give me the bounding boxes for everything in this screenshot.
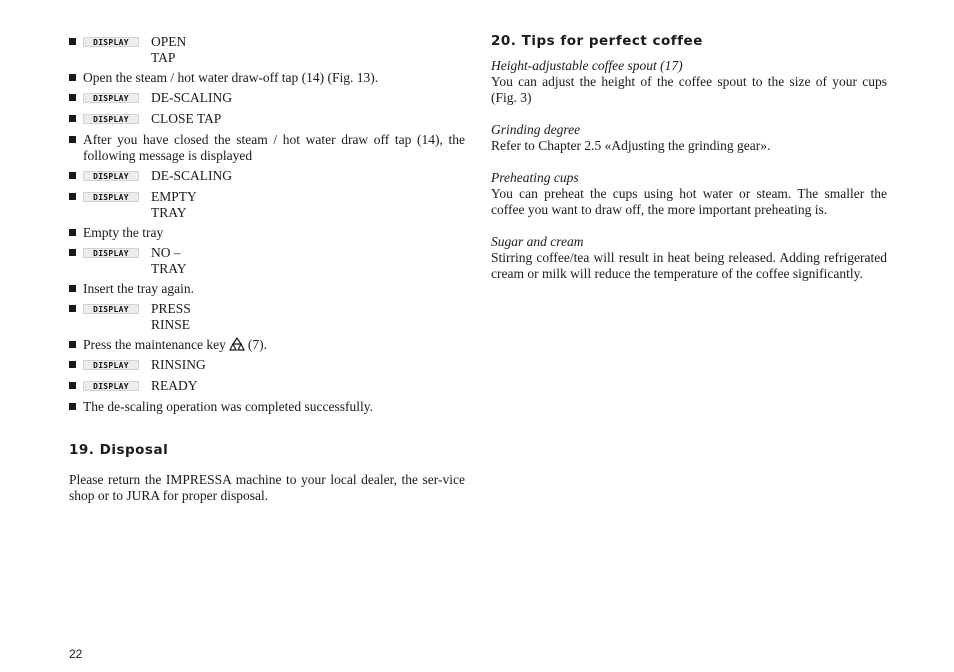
left-column: [69, 34, 465, 504]
display-message-item: [69, 168, 465, 185]
svg-text:DISPLAY: DISPLAY: [93, 115, 129, 124]
display-message-line: OPEN: [151, 34, 187, 49]
svg-text:DISPLAY: DISPLAY: [93, 305, 129, 314]
svg-text:DISPLAY: DISPLAY: [93, 38, 129, 47]
display-message-text: [151, 378, 198, 394]
svg-text:DISPLAY: DISPLAY: [93, 249, 129, 258]
display-message-item: [69, 34, 465, 66]
display-message-text: [151, 189, 197, 221]
display-message-line: PRESS: [151, 301, 191, 316]
svg-text:DISPLAY: DISPLAY: [93, 361, 129, 370]
svg-text:DISPLAY: DISPLAY: [93, 94, 129, 103]
disposal-text: Please return the IMPRESSA machine to your local dealer, the ser-vice shop or to JURA for proper disposal.: [69, 472, 465, 503]
display-message-line: RINSING: [151, 357, 206, 372]
tip-text: Stirring coffee/tea will result in heat being released. Adding refrigerated cream or milk will reduce the temperature of the coffee significantly.: [491, 250, 887, 281]
display-message-text: [151, 357, 206, 373]
display-message-item: [69, 90, 465, 107]
display-lcd-icon: [83, 34, 151, 51]
right-column: [491, 32, 887, 298]
display-message-text: [151, 111, 221, 127]
display-message-line: EMPTY: [151, 189, 197, 204]
svg-text:DISPLAY: DISPLAY: [93, 172, 129, 181]
display-message-text: [151, 34, 186, 66]
display-message-line: TAP: [151, 50, 176, 65]
display-message-item: [69, 245, 465, 277]
tip-text: You can adjust the height of the coffee spout to the size of your cups (Fig. 3): [491, 74, 887, 105]
display-message-text: [151, 90, 232, 106]
svg-text:DISPLAY: DISPLAY: [93, 193, 129, 202]
section-heading-disposal: 19. Disposal: [69, 442, 169, 458]
instruction-text: Press the maintenance key: [83, 337, 226, 352]
display-lcd-icon: [83, 168, 151, 185]
tip-block: [491, 234, 887, 282]
descaling-steps-list: [69, 34, 465, 415]
display-message-item: [69, 301, 465, 333]
svg-text:DISPLAY: DISPLAY: [93, 382, 129, 391]
display-message-item: [69, 378, 465, 395]
tip-title: Grinding degree: [491, 122, 581, 137]
display-message-item: [69, 357, 465, 374]
display-message-text: [151, 168, 232, 184]
display-lcd-icon: [83, 301, 151, 318]
maintenance-key-icon: [226, 337, 248, 352]
tip-text: Refer to Chapter 2.5 «Adjusting the grinding gear».: [491, 138, 771, 153]
tip-title: Height-adjustable coffee spout (17): [491, 58, 683, 73]
display-message-item: [69, 111, 465, 128]
display-message-line: TRAY: [151, 205, 187, 220]
instruction-item: Open the steam / hot water draw-off tap (14) (Fig. 13).: [69, 70, 465, 86]
tip-block: [491, 58, 887, 106]
tip-title: Sugar and cream: [491, 234, 584, 249]
display-message-line: NO –: [151, 245, 181, 260]
instruction-text: (7).: [247, 337, 267, 352]
tip-block: [491, 170, 887, 218]
display-lcd-icon: [83, 245, 151, 262]
display-message-line: DE-SCALING: [151, 90, 232, 105]
instruction-item: Insert the tray again.: [69, 281, 465, 297]
display-message-text: [151, 245, 187, 277]
display-message-line: TRAY: [151, 261, 187, 276]
instruction-item: After you have closed the steam / hot water draw off tap (14), the following message is displayed: [69, 132, 465, 164]
instruction-item: The de-scaling operation was completed successfully.: [69, 399, 465, 415]
display-lcd-icon: [83, 111, 151, 128]
display-message-line: READY: [151, 378, 198, 393]
display-lcd-icon: [83, 90, 151, 107]
display-lcd-icon: [83, 189, 151, 206]
display-lcd-icon: [83, 357, 151, 374]
display-lcd-icon: [83, 378, 151, 395]
tip-title: Preheating cups: [491, 170, 579, 185]
tip-text: You can preheat the cups using hot water or steam. The smaller the coffee you want to draw off, the more important preheating is.: [491, 186, 887, 217]
display-message-text: [151, 301, 191, 333]
display-message-line: DE-SCALING: [151, 168, 232, 183]
page-number: 22: [69, 647, 83, 661]
display-message-line: RINSE: [151, 317, 191, 332]
instruction-item: Empty the tray: [69, 225, 465, 241]
tip-block: [491, 122, 887, 154]
section-heading-tips: 20. Tips for perfect coffee: [491, 33, 703, 49]
display-message-line: CLOSE TAP: [151, 111, 222, 126]
instruction-item: [69, 337, 465, 353]
display-message-item: [69, 189, 465, 221]
